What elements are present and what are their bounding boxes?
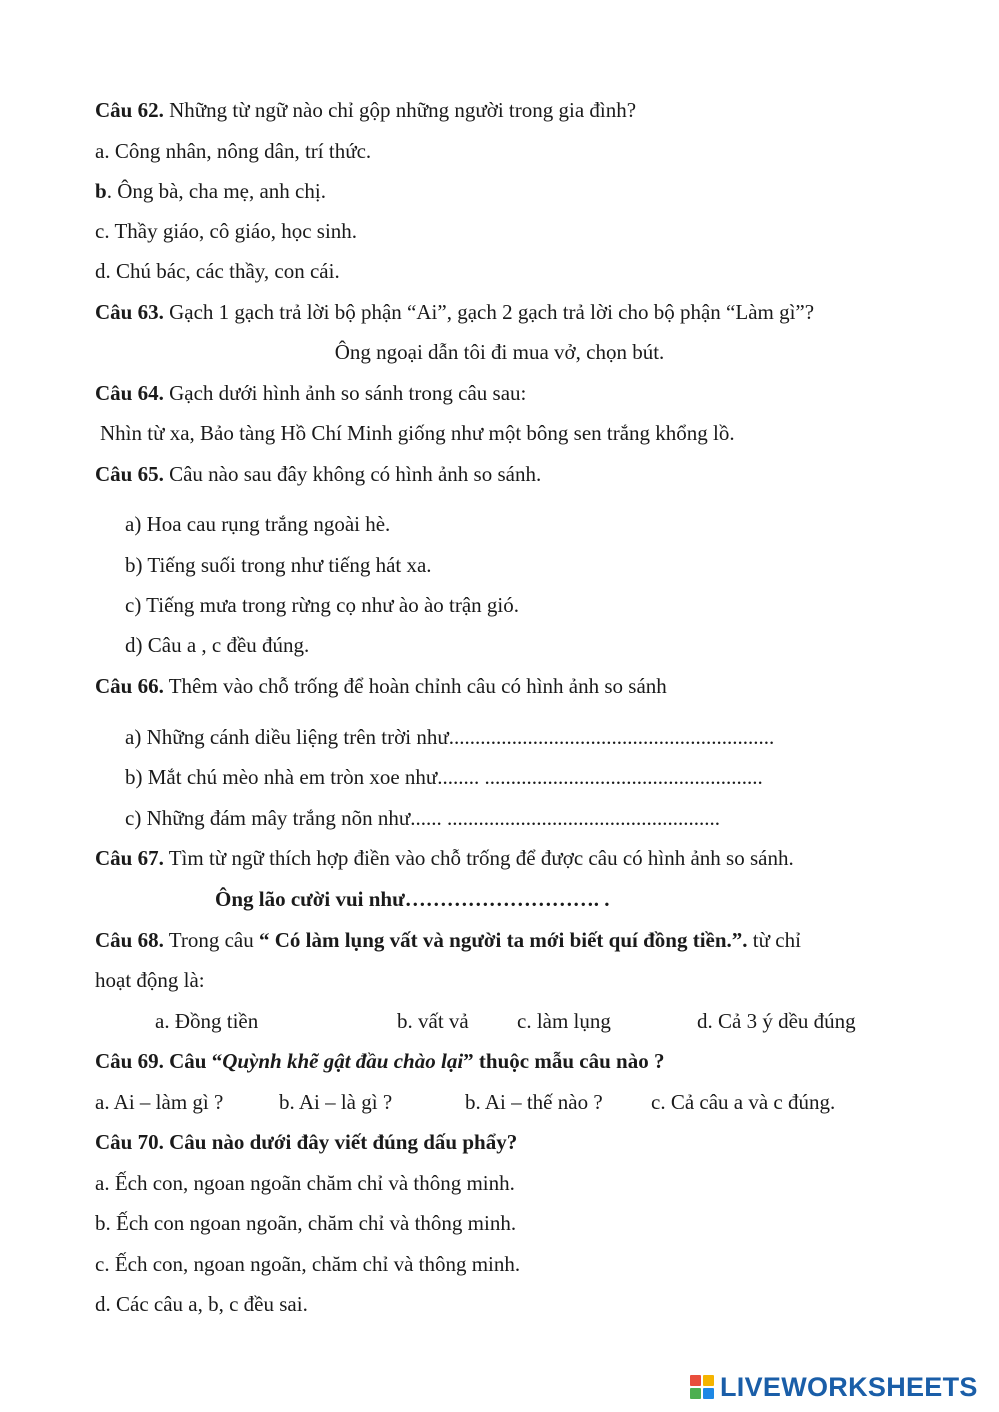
q66-option-c: c) Những đám mây trắng nõn như...... .................................................... — [125, 806, 720, 830]
q63-sentence: Ông ngoại dẫn tôi đi mua vở, chọn bút. — [334, 340, 665, 364]
logo-square-4 — [703, 1388, 714, 1399]
q69-option-a: a. Ai – làm gì ? — [95, 1090, 224, 1114]
q67-sentence: Ông lão cười vui như………………………. . — [215, 887, 610, 911]
q66-option-b: b) Mắt chú mèo nhà em tròn xoe như........ ..................................................... — [125, 765, 763, 789]
q66-option-a: a) Những cánh diều liệng trên trời như.............................................................. — [125, 725, 775, 749]
q68-title: Câu 68. Trong câu “ Có làm lụng vất và người ta mới biết quí đồng tiền.”. từ chỉ — [95, 928, 801, 952]
q65-option-a: a) Hoa cau rụng trắng ngoài hè. — [125, 512, 391, 536]
q69-option-c: c. Cả câu a và c đúng. — [651, 1090, 836, 1114]
q62-title: Câu 62. Những từ ngữ nào chỉ gộp những người trong gia đình? — [95, 98, 637, 122]
q69-title: Câu 69. Câu “Quỳnh khẽ gật đầu chào lại” thuộc mẫu câu nào ? — [95, 1049, 665, 1073]
q70-option-b: b. Ếch con ngoan ngoãn, chăm chỉ và thông minh. — [95, 1211, 517, 1235]
q70-option-a: a. Ếch con, ngoan ngoãn chăm chỉ và thông minh. — [95, 1171, 515, 1195]
q62-option-a: a. Công nhân, nông dân, trí thức. — [95, 139, 372, 163]
q65-option-b: b) Tiếng suối trong như tiếng hát xa. — [125, 553, 432, 577]
liveworksheets-logo-text: LIVEWORKSHEETS — [720, 1371, 978, 1402]
q62-option-b: b. Ông bà, cha mẹ, anh chị. — [95, 179, 326, 203]
q68-title-continued: hoạt động là: — [95, 968, 205, 992]
logo-square-2 — [703, 1375, 714, 1386]
q62-option-c: c. Thầy giáo, cô giáo, học sinh. — [95, 219, 358, 243]
logo-square-3 — [690, 1388, 701, 1399]
q63-title: Câu 63. Gạch 1 gạch trả lời bộ phận “Ai”, gạch 2 gạch trả lời cho bộ phận “Làm gì”? — [95, 300, 815, 324]
q64-title: Câu 64. Gạch dưới hình ảnh so sánh trong câu sau: — [95, 381, 527, 405]
q68-option-b: b. vất vả — [397, 1009, 469, 1033]
q70-option-d: d. Các câu a, b, c đều sai. — [95, 1292, 308, 1316]
liveworksheets-logo-icon — [690, 1375, 714, 1399]
q68-option-a: a. Đồng tiền — [155, 1009, 259, 1033]
q69-option-b: b. Ai – là gì ? — [279, 1090, 393, 1114]
q65-title: Câu 65. Câu nào sau đây không có hình ảnh so sánh. — [95, 462, 542, 486]
q68-option-d: d. Cả 3 ý dều đúng — [697, 1009, 856, 1033]
liveworksheets-logo — [690, 1372, 978, 1402]
q69-option-b2: b. Ai – thế nào ? — [465, 1090, 603, 1114]
q68-option-c: c. làm lụng — [517, 1009, 611, 1033]
q70-option-c: c. Ếch con, ngoan ngoãn, chăm chỉ và thông minh. — [95, 1252, 521, 1276]
q70-title: Câu 70. Câu nào dưới đây viết đúng dấu phẩy? — [95, 1130, 518, 1154]
logo-square-1 — [690, 1375, 701, 1386]
q66-title: Câu 66. Thêm vào chỗ trống để hoàn chỉnh câu có hình ảnh so sánh — [95, 674, 667, 698]
q65-option-d: d) Câu a , c đều đúng. — [125, 633, 310, 657]
q65-option-c: c) Tiếng mưa trong rừng cọ như ào ào trận gió. — [125, 593, 519, 617]
q62-option-d: d. Chú bác, các thầy, con cái. — [95, 259, 340, 283]
q67-title: Câu 67. Tìm từ ngữ thích hợp điền vào chỗ trống để được câu có hình ảnh so sánh. — [95, 846, 794, 870]
q64-sentence: Nhìn từ xa, Bảo tàng Hồ Chí Minh giống như một bông sen trắng khổng lồ. — [100, 421, 735, 445]
